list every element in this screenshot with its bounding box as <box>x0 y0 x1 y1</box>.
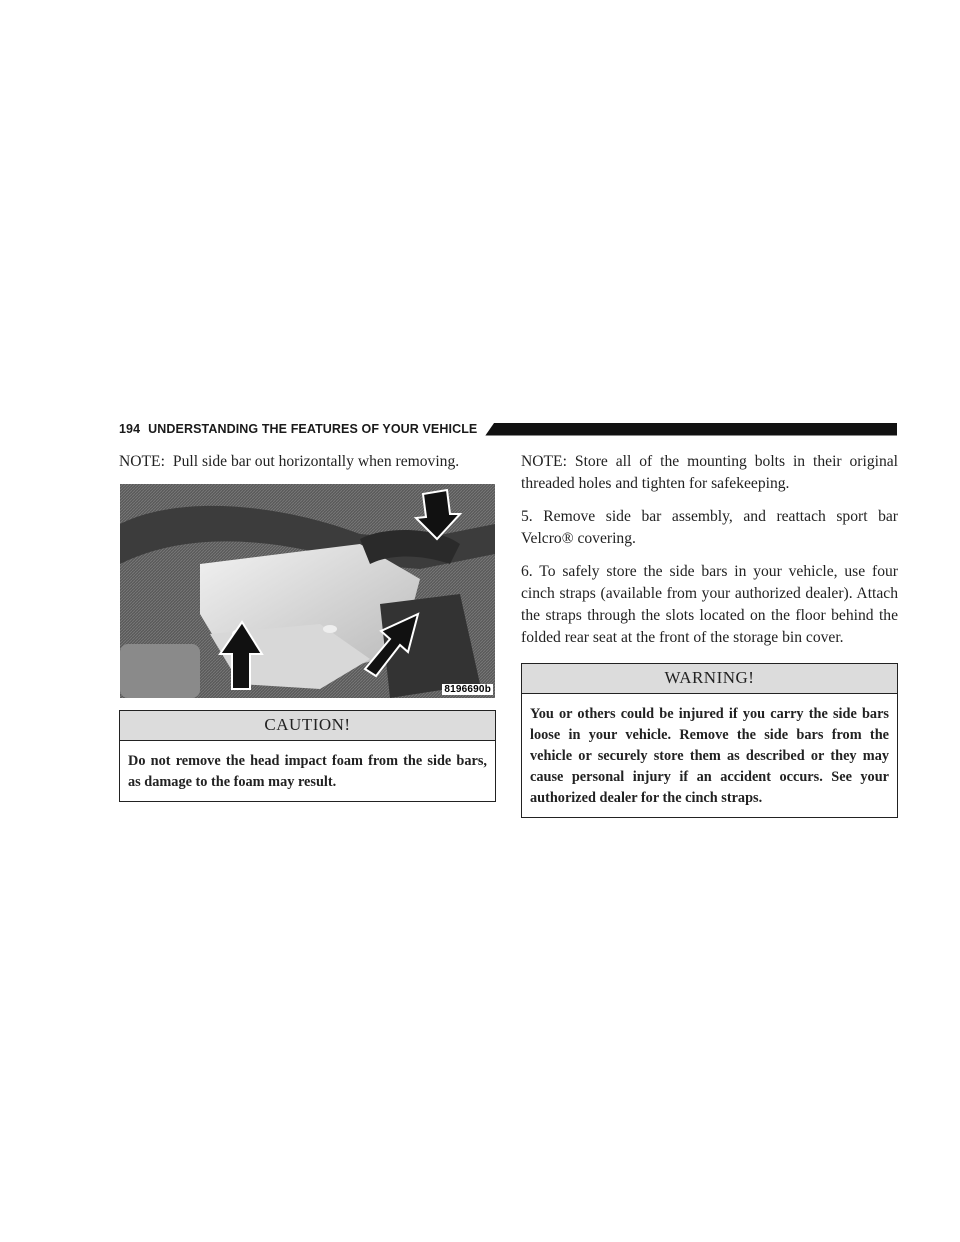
caution-box <box>119 710 496 802</box>
caution-body: Do not remove the head impact foam from the side bars, as damage to the foam may result. <box>128 753 487 790</box>
note-paragraph <box>119 451 496 473</box>
section-title: UNDERSTANDING THE FEATURES OF YOUR VEHICLE <box>148 422 478 436</box>
photo-illustration <box>120 484 495 698</box>
side-bar-removal-photo <box>120 484 495 698</box>
note-label: NOTE: <box>119 453 165 470</box>
header-text <box>119 422 477 436</box>
left-column <box>119 451 496 802</box>
warning-box <box>521 663 898 818</box>
figure-id: 8196690b <box>444 684 491 695</box>
note-text: Store all of the mounting bolts in their original threaded holes and tighten for safekeeping. <box>521 453 898 492</box>
step-6-paragraph: 6. To safely store the side bars in your vehicle, use four cinch straps (available from your authorized dealer). Attach the straps through the slots located on the floor behind the folded rear seat at the front of the storage bin cover. <box>521 563 898 646</box>
page-number: 194 <box>119 422 141 436</box>
warning-title: WARNING! <box>522 664 897 694</box>
note-text: Pull side bar out horizontally when removing. <box>172 453 460 470</box>
running-header <box>119 420 897 438</box>
step-5-paragraph: 5. Remove side bar assembly, and reattach sport bar Velcro® covering. <box>521 508 898 547</box>
caution-title: CAUTION! <box>120 711 495 741</box>
note-label: NOTE: <box>521 453 567 470</box>
header-rule <box>485 423 897 436</box>
note-paragraph <box>521 451 898 495</box>
right-column <box>521 451 898 818</box>
warning-body: You or others could be injured if you carry the side bars loose in your vehicle. Remove the side bars from the vehicle or securely store them as described or they may cause personal injury if an accident occurs. See your authorized dealer for the cinch straps. <box>530 706 889 806</box>
